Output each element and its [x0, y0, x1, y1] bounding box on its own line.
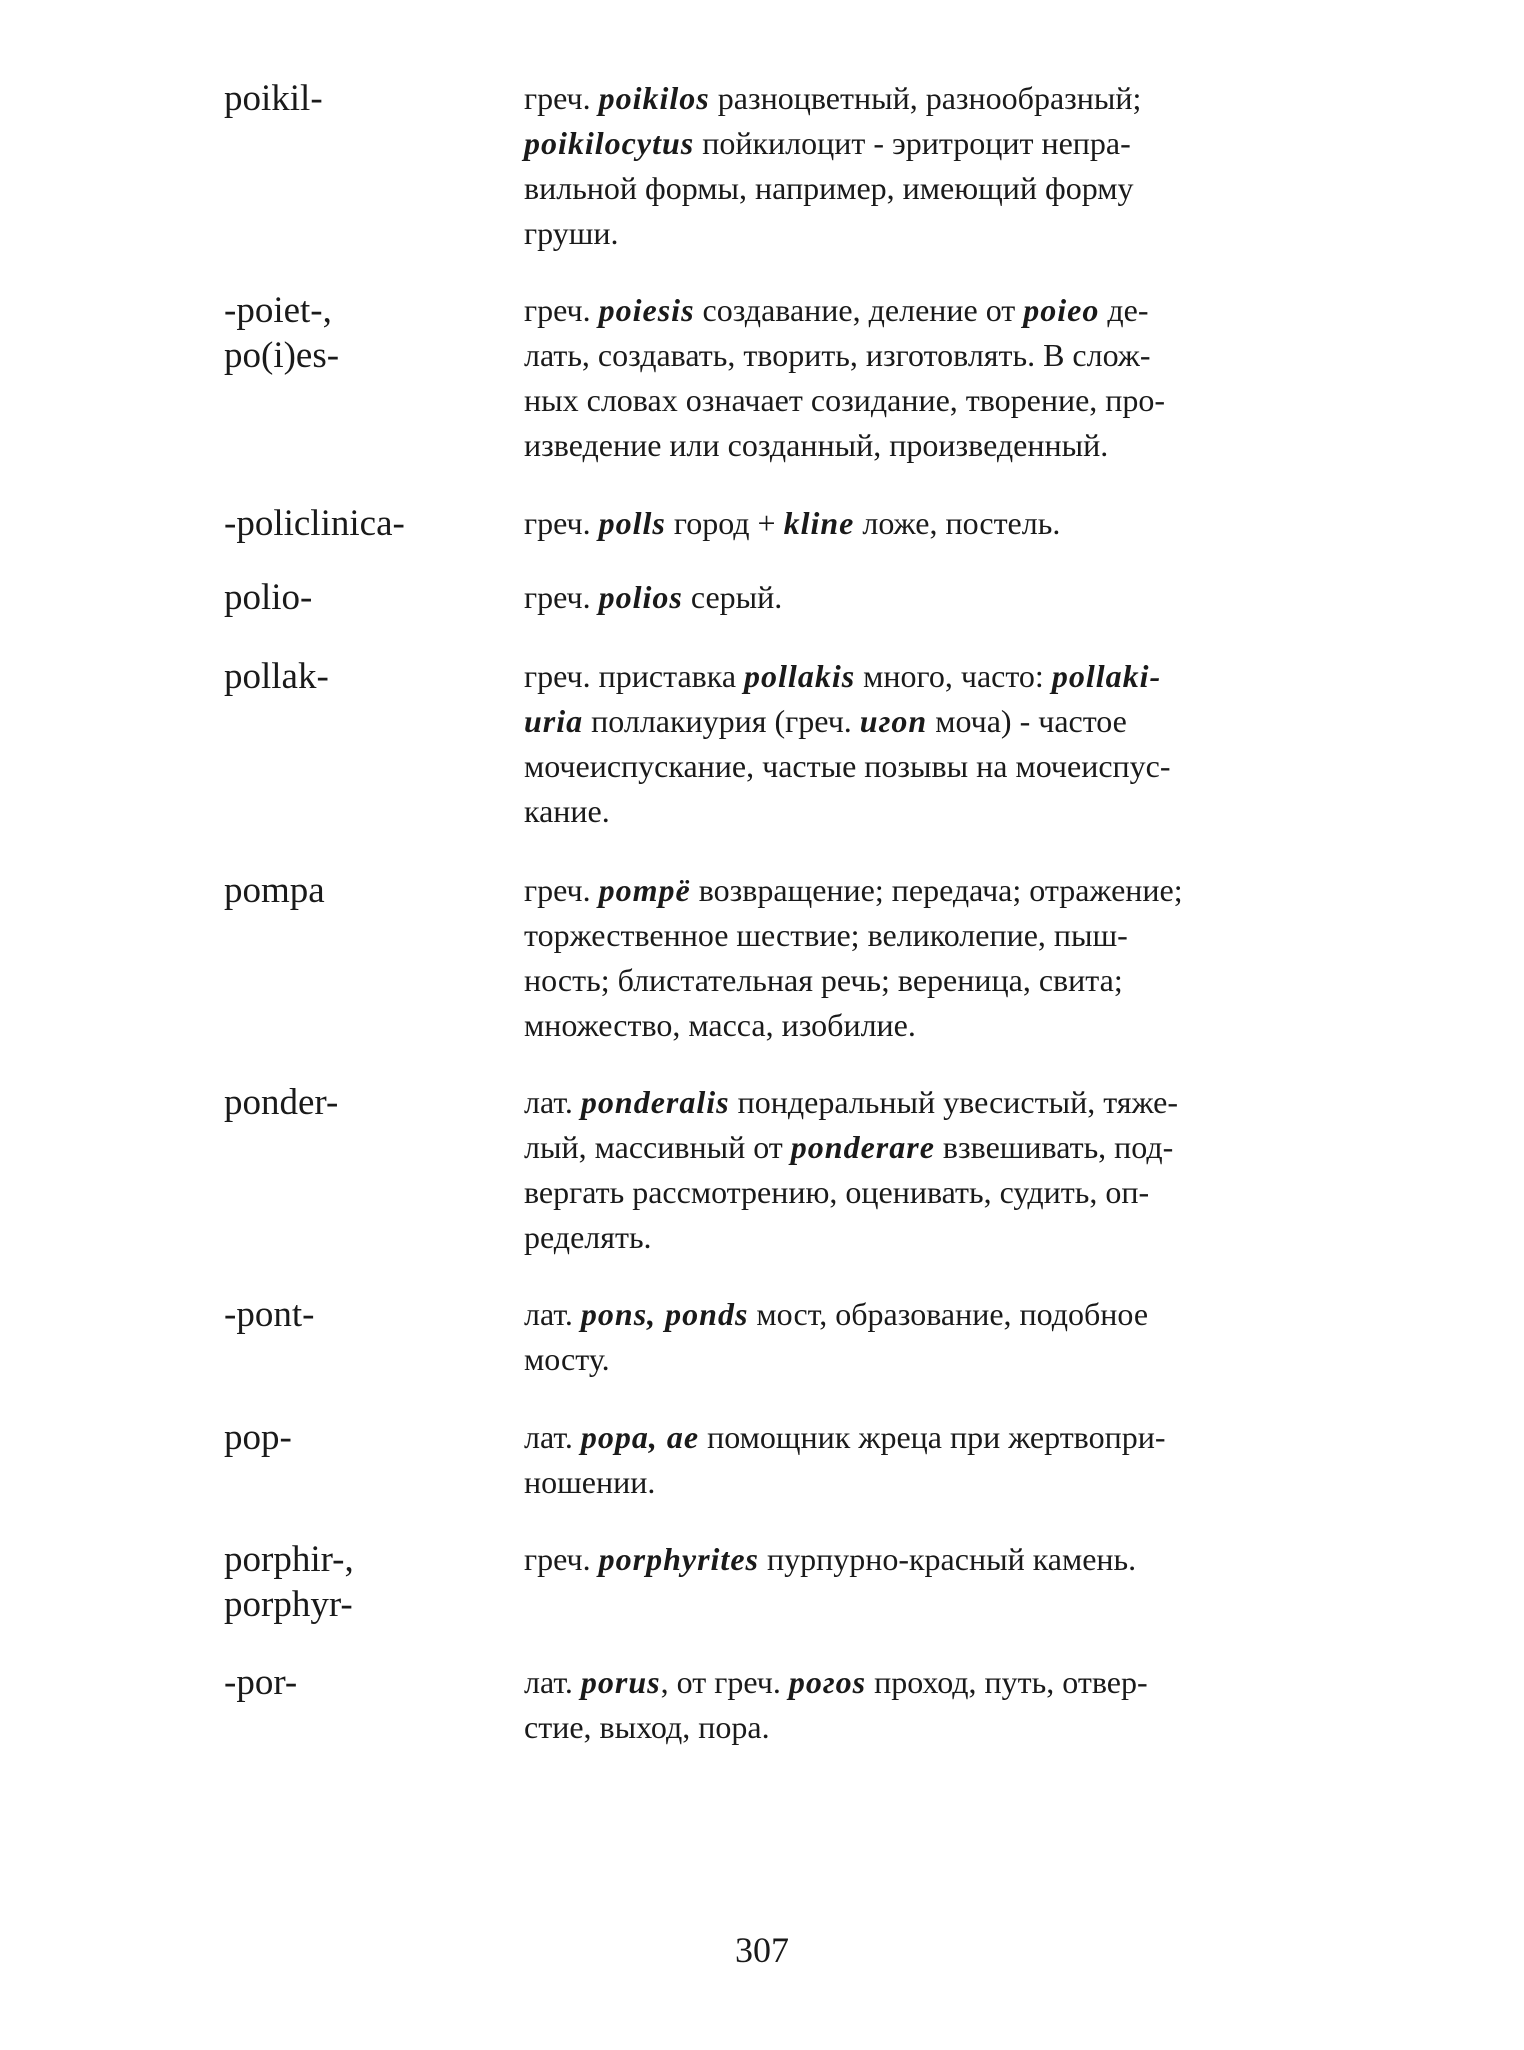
etymon-word: poiesis — [598, 292, 695, 328]
definition-line — [524, 1537, 1304, 1582]
definition-line — [524, 333, 1304, 378]
definition-line — [524, 868, 1304, 913]
definition-text: греч. — [524, 292, 599, 328]
definition-line — [524, 501, 1304, 546]
etymon-word: uria — [524, 703, 584, 739]
definition-text: ношении. — [524, 1464, 656, 1500]
dictionary-entry — [224, 1292, 1324, 1382]
etymon-word: porus — [580, 1664, 661, 1700]
definition-text: мост, образование, подобное — [748, 1296, 1149, 1332]
definition-text: лый, массивный от — [524, 1129, 791, 1165]
definition-line — [524, 1125, 1304, 1170]
definition-line — [524, 1415, 1304, 1460]
entry-definition — [524, 1292, 1304, 1382]
entry-definition — [524, 1660, 1304, 1750]
entry-definition — [524, 501, 1304, 546]
definition-text: пурпурно-красный камень. — [758, 1541, 1137, 1577]
entry-definition — [524, 868, 1304, 1048]
definition-line — [524, 1705, 1304, 1750]
definition-line — [524, 699, 1304, 744]
definition-line — [524, 1660, 1304, 1705]
etymon-word: pons, ponds — [580, 1296, 749, 1332]
etymon-word: pогоs — [788, 1664, 867, 1700]
definition-line — [524, 1080, 1304, 1125]
definition-line — [524, 378, 1304, 423]
dictionary-entry — [224, 654, 1324, 834]
definition-line — [524, 913, 1304, 958]
entry-term: pollak- — [224, 656, 329, 697]
definition-text: много, часто: — [855, 658, 1052, 694]
definition-text: лать, создавать, творить, изготовлять. В слож- — [524, 337, 1151, 373]
definition-text: лат. — [524, 1296, 581, 1332]
definition-text: создавание, деление от — [694, 292, 1024, 328]
definition-line — [524, 423, 1304, 468]
etymon-word: kline — [783, 505, 855, 541]
definition-line — [524, 76, 1304, 121]
definition-text: груши. — [524, 215, 619, 251]
definition-text: лат. — [524, 1419, 581, 1455]
definition-line — [524, 654, 1304, 699]
entry-definition — [524, 1080, 1304, 1260]
definition-line — [524, 1003, 1304, 1048]
entry-definition — [524, 1415, 1304, 1505]
etymon-word: polios — [598, 579, 683, 615]
definition-text: разноцветный, разнообразный; — [709, 80, 1142, 116]
definition-line — [524, 288, 1304, 333]
definition-text: греч. — [524, 505, 599, 541]
definition-text: возвращение; передача; отражение; — [690, 872, 1183, 908]
entry-list — [224, 76, 1324, 1750]
definition-text: ределять. — [524, 1219, 652, 1255]
dictionary-entry — [224, 1415, 1324, 1505]
definition-text: ность; блистательная речь; вереница, свита; — [524, 962, 1123, 998]
entry-definition — [524, 1537, 1304, 1582]
definition-text: греч. приставка — [524, 658, 745, 694]
definition-line — [524, 1337, 1304, 1382]
definition-text: пондеральный увесистый, тяже- — [729, 1084, 1179, 1120]
etymon-word: ponderare — [790, 1129, 935, 1165]
definition-text: город + — [665, 505, 784, 541]
etymon-word: poikilocytus — [524, 125, 695, 161]
definition-text: изведение или созданный, произведенный. — [524, 427, 1109, 463]
dictionary-entry — [224, 501, 1324, 546]
definition-text: проход, путь, отвер- — [866, 1664, 1148, 1700]
dictionary-entry — [224, 288, 1324, 468]
definition-text: греч. — [524, 1541, 599, 1577]
entry-term: -policlinica- — [224, 503, 405, 544]
entry-term: polio- — [224, 577, 313, 618]
definition-line — [524, 121, 1304, 166]
definition-text: кание. — [524, 793, 610, 829]
definition-text: пойкилоцит - эритроцит непра- — [694, 125, 1131, 161]
entry-definition — [524, 76, 1304, 256]
definition-line — [524, 1460, 1304, 1505]
definition-line — [524, 211, 1304, 256]
etymon-word: porphyrites — [598, 1541, 759, 1577]
definition-text: торжественное шествие; великолепие, пыш- — [524, 917, 1128, 953]
definition-text: вергать рассмотрению, оценивать, судить, оп- — [524, 1174, 1150, 1210]
entry-term: poikil- — [224, 78, 323, 119]
definition-text: поллакиурия (греч. — [583, 703, 860, 739]
definition-text: помощник жреца при жертвопри- — [699, 1419, 1166, 1455]
definition-text: ных словах означает созидание, творение, про- — [524, 382, 1166, 418]
entry-term: porphir-, porphyr- — [224, 1539, 354, 1625]
etymon-word: popa, ae — [580, 1419, 700, 1455]
dictionary-entry — [224, 575, 1324, 620]
definition-text: вильной формы, например, имеющий форму — [524, 170, 1134, 206]
definition-text: ложе, постель. — [854, 505, 1061, 541]
etymon-word: polls — [598, 505, 666, 541]
etymon-word: игоп — [859, 703, 928, 739]
definition-text: греч. — [524, 579, 599, 615]
definition-text: стие, выход, пора. — [524, 1709, 770, 1745]
entry-definition — [524, 288, 1304, 468]
definition-line — [524, 1170, 1304, 1215]
definition-line — [524, 789, 1304, 834]
etymon-word: ponderalis — [580, 1084, 730, 1120]
dictionary-entry — [224, 76, 1324, 256]
entry-term: -poiet-, po(i)es- — [224, 290, 340, 376]
definition-line — [524, 575, 1304, 620]
definition-text: мосту. — [524, 1341, 610, 1377]
definition-text: де- — [1099, 292, 1149, 328]
page-number: 307 — [735, 1930, 789, 1970]
definition-line — [524, 1292, 1304, 1337]
entry-definition — [524, 575, 1304, 620]
dictionary-entry — [224, 1660, 1324, 1750]
definition-text: серый. — [682, 579, 783, 615]
entry-term: ponder- — [224, 1082, 339, 1123]
definition-text: греч. — [524, 80, 599, 116]
definition-text: моча) - частое — [927, 703, 1127, 739]
entry-term: -por- — [224, 1662, 298, 1703]
entry-term: pop- — [224, 1417, 292, 1458]
definition-text: , от греч. — [660, 1664, 789, 1700]
etymon-word: poieo — [1023, 292, 1100, 328]
entry-term: pompa — [224, 870, 325, 911]
etymon-word: pompё — [598, 872, 691, 908]
definition-text: лат. — [524, 1664, 581, 1700]
dictionary-entry — [224, 868, 1324, 1048]
definition-text: лат. — [524, 1084, 581, 1120]
etymon-word: poikilos — [598, 80, 710, 116]
dictionary-entry — [224, 1080, 1324, 1260]
definition-text: множество, масса, изобилие. — [524, 1007, 916, 1043]
entry-term: -pont- — [224, 1294, 315, 1335]
etymon-word: pollakis — [744, 658, 856, 694]
entry-definition — [524, 654, 1304, 834]
definition-line — [524, 166, 1304, 211]
dictionary-entry — [224, 1537, 1324, 1627]
definition-line — [524, 958, 1304, 1003]
definition-line — [524, 1215, 1304, 1260]
definition-text: мочеиспускание, частые позывы на мочеиспус- — [524, 748, 1171, 784]
definition-text: греч. — [524, 872, 599, 908]
etymon-word: pollaki- — [1051, 658, 1162, 694]
definition-line — [524, 744, 1304, 789]
definition-text: взвешивать, под- — [934, 1129, 1174, 1165]
